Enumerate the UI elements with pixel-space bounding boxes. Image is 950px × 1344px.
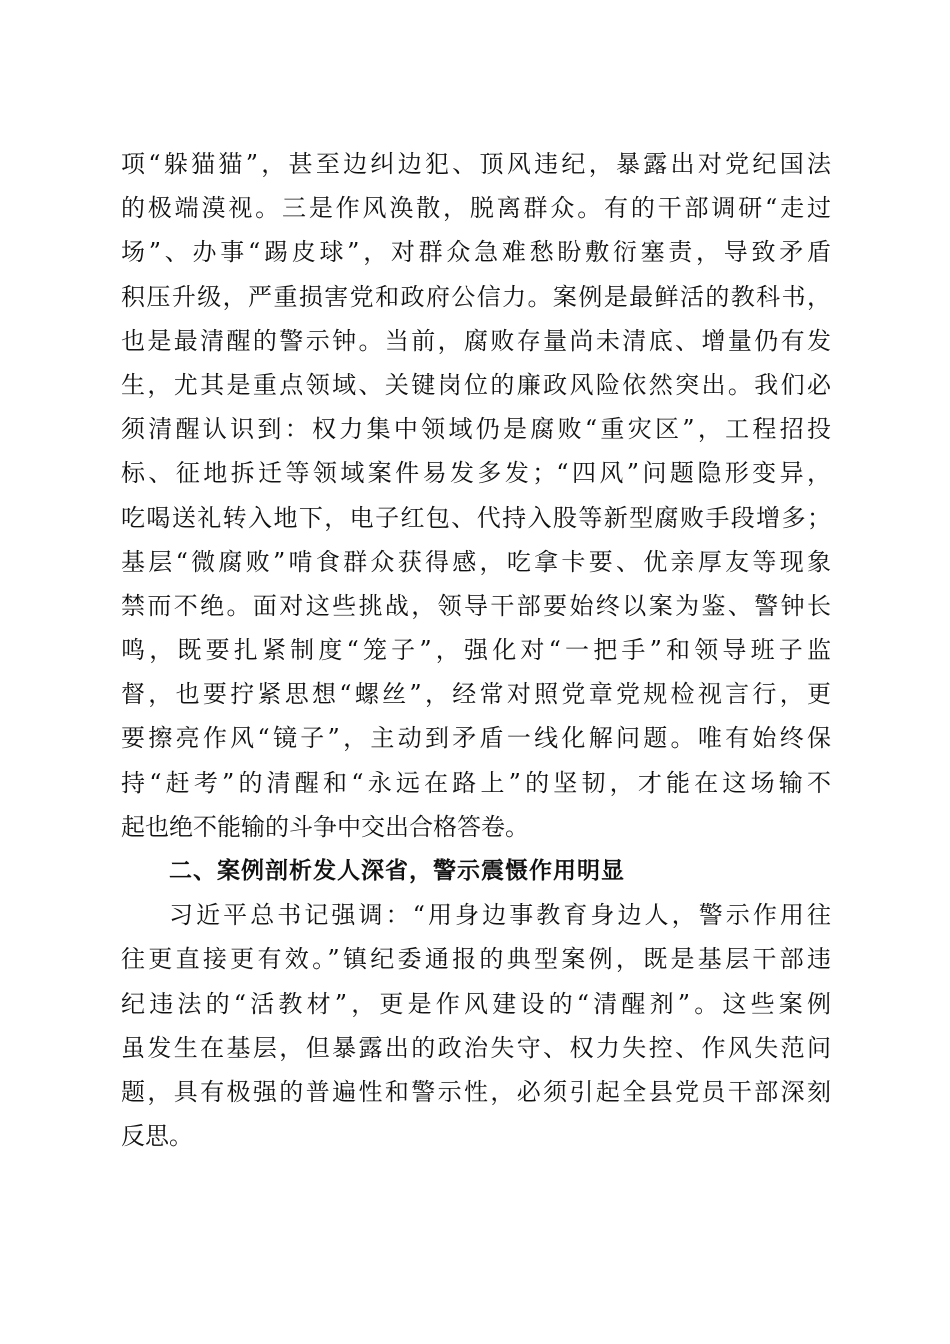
document-body (121, 142, 831, 1158)
text-line: 的极端漠视。三是作风涣散，脱离群众。有的干部调研“走过 (121, 194, 831, 223)
text-line: 纪违法的“活教材”，更是作风建设的“清醒剂”。这些案例 (121, 989, 831, 1018)
paragraph-2 (121, 893, 831, 1158)
text-line: 习近平总书记强调：“用身边事教育身边人，警示作用往 (169, 901, 831, 930)
text-line: 虽发生在基层，但暴露出的政治失守、权力失控、作风失范问 (121, 1033, 831, 1062)
text-line: 督，也要拧紧思想“螺丝”，经常对照党章党规检视言行，更 (121, 680, 831, 709)
text-line: 须清醒认识到：权力集中领域仍是腐败“重灾区”，工程招投 (121, 415, 831, 444)
text-line: 鸣，既要扎紧制度“笼子”，强化对“一把手”和领导班子监 (121, 636, 831, 665)
text-line: 往更直接更有效。”镇纪委通报的典型案例，既是基层干部违 (121, 945, 831, 974)
text-line: 反思。 (121, 1122, 193, 1151)
text-line: 也是最清醒的警示钟。当前，腐败存量尚未清底、增量仍有发 (121, 326, 831, 355)
paragraph-1 (121, 142, 831, 849)
text-line: 积压升级，严重损害党和政府公信力。案例是最鲜活的教科书， (121, 282, 831, 311)
text-line: 生，尤其是重点领域、关键岗位的廉政风险依然突出。我们必 (121, 370, 831, 399)
text-line: 题，具有极强的普遍性和警示性，必须引起全县党员干部深刻 (121, 1077, 831, 1106)
text-line: 持“赶考”的清醒和“永远在路上”的坚韧，才能在这场输不 (121, 768, 831, 797)
text-line: 起也绝不能输的斗争中交出合格答卷。 (121, 812, 529, 841)
text-line: 要擦亮作风“镜子”，主动到矛盾一线化解问题。唯有始终保 (121, 724, 831, 753)
text-line: 标、征地拆迁等领域案件易发多发；“四风”问题隐形变异， (121, 459, 831, 488)
text-line: 吃喝送礼转入地下，电子红包、代持入股等新型腐败手段增多； (121, 503, 831, 532)
text-line: 项“躲猫猫”，甚至边纠边犯、顶风违纪，暴露出对党纪国法 (121, 150, 831, 178)
text-line: 场”、办事“踢皮球”，对群众急难愁盼敷衍塞责，导致矛盾 (121, 238, 831, 267)
text-line: 基层“微腐败”啃食群众获得感，吃拿卡要、优亲厚友等现象 (121, 547, 831, 576)
section-heading: 二、案例剖析发人深省，警示震慑作用明显 (169, 858, 625, 884)
text-line: 禁而不绝。面对这些挑战，领导干部要始终以案为鉴、警钟长 (121, 591, 831, 620)
